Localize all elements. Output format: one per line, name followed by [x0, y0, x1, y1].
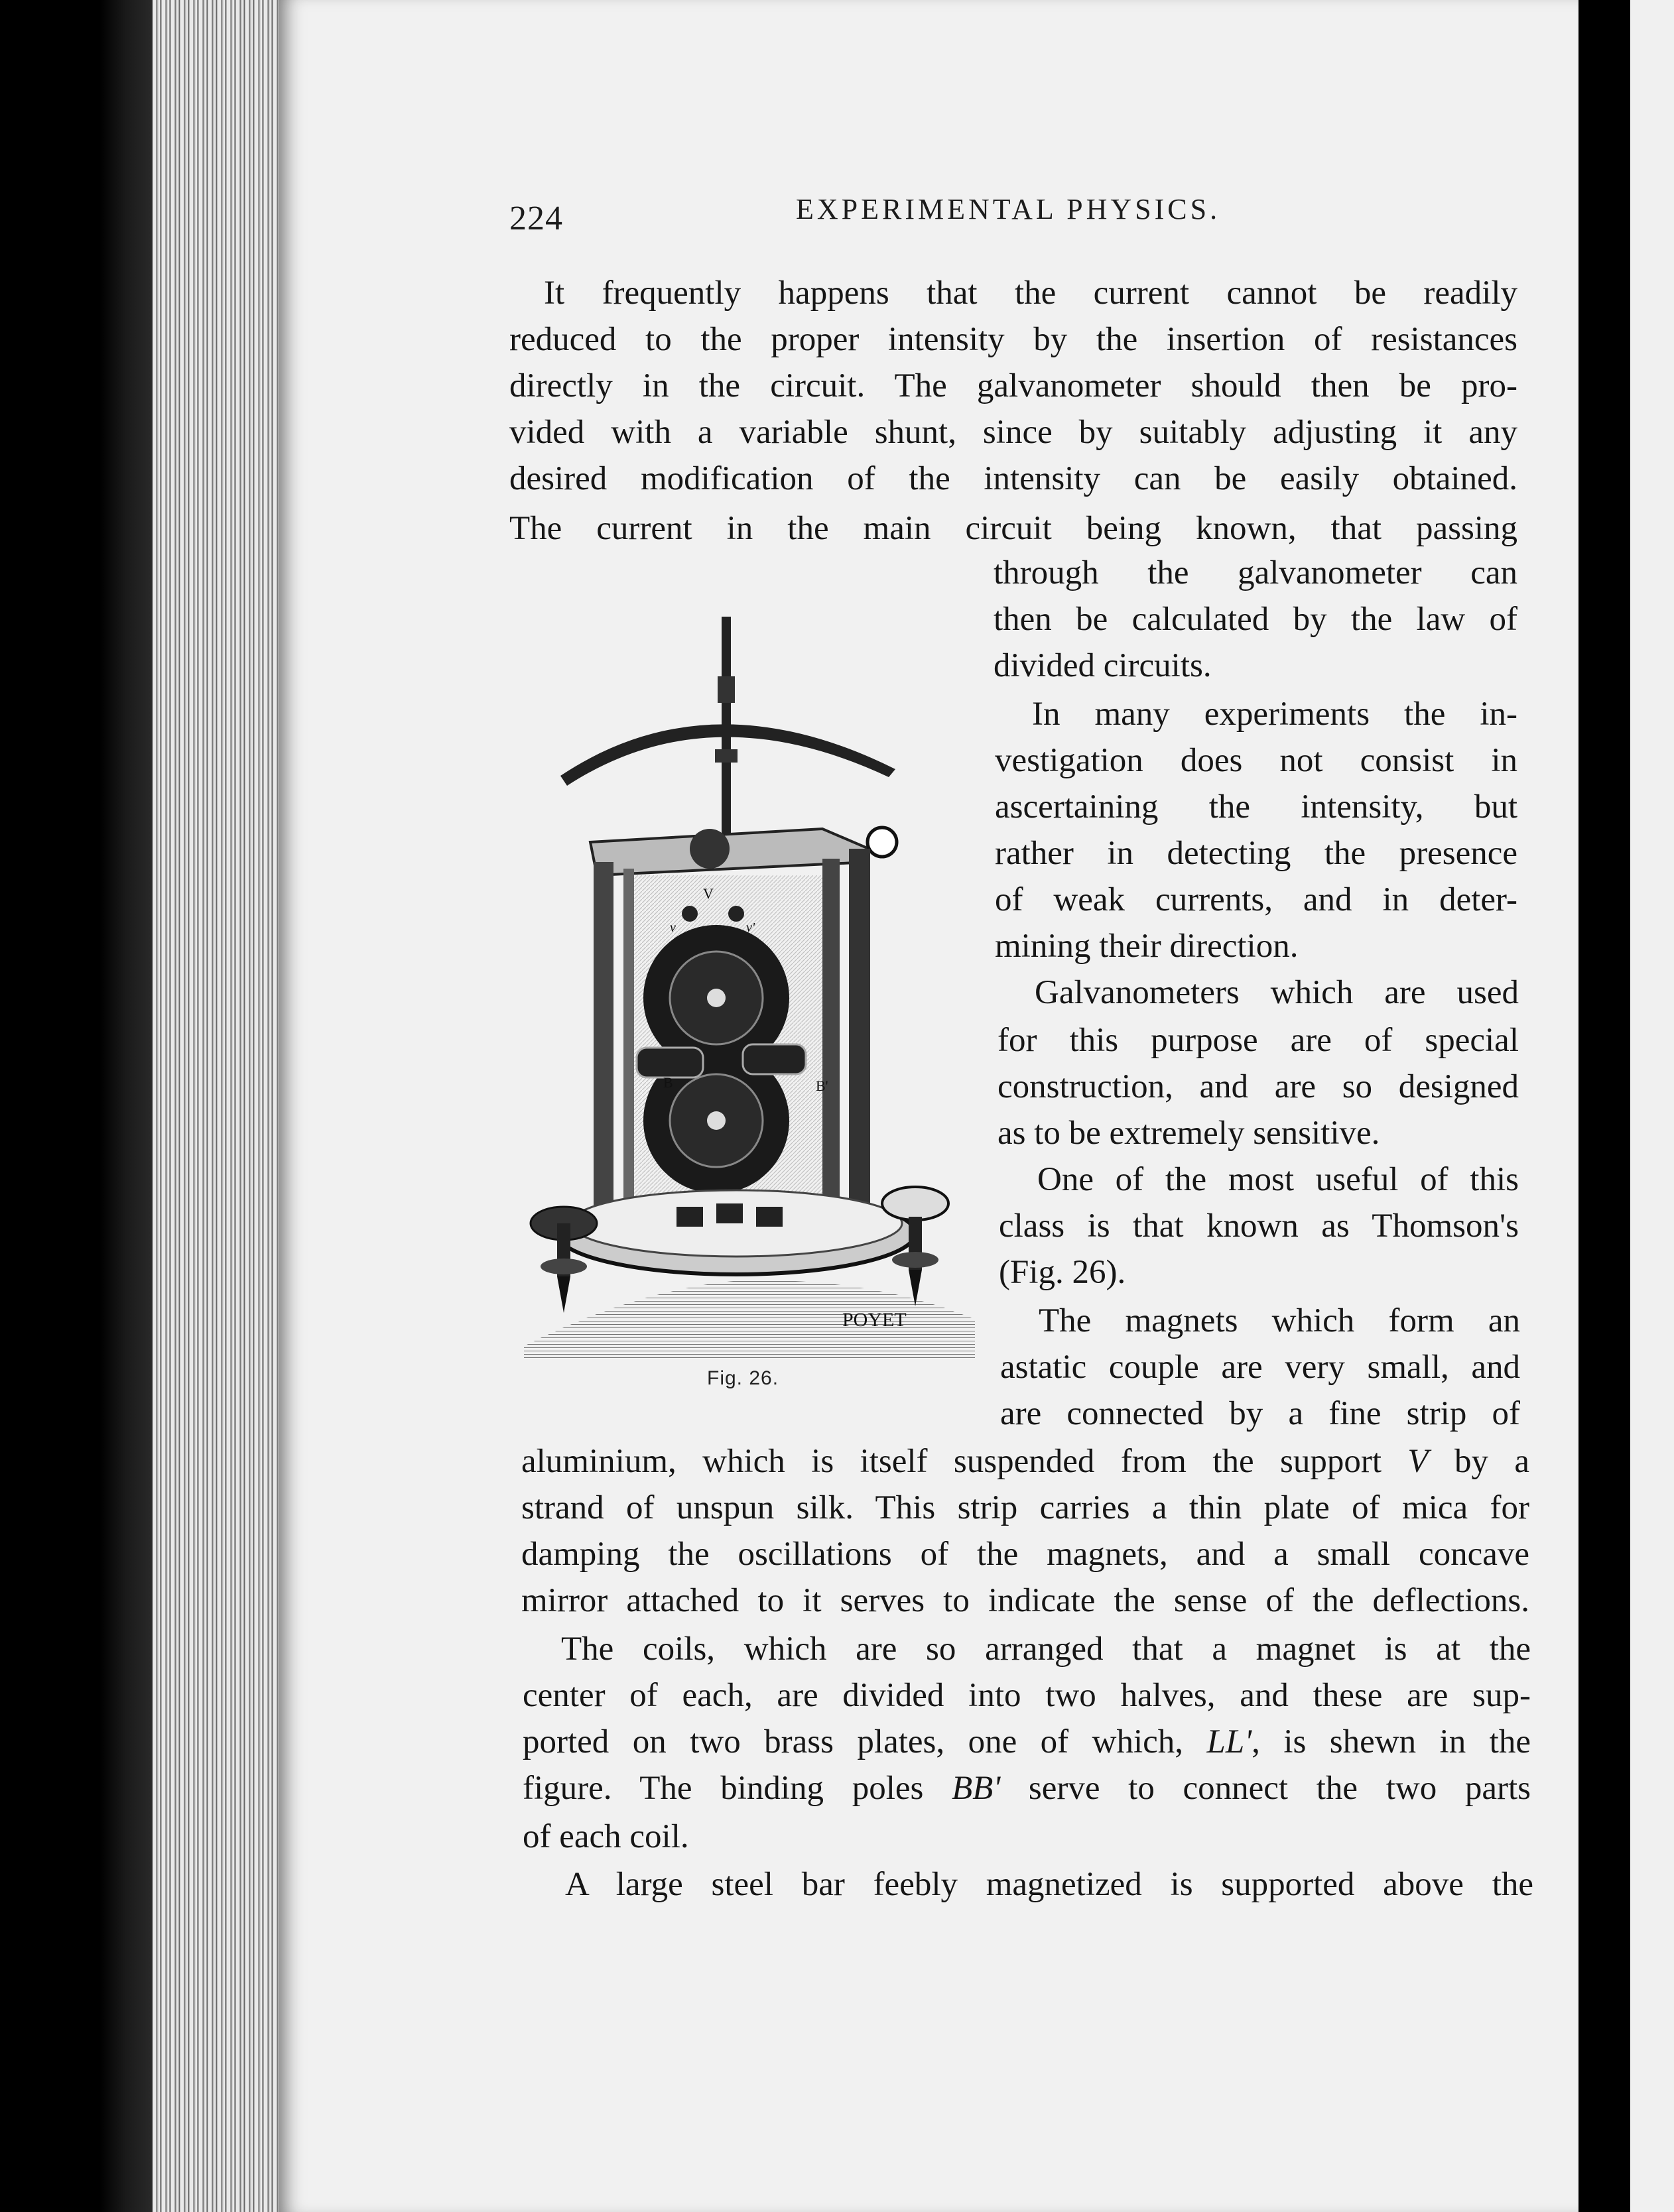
text-line: directly in the circuit. The galvanometer should then be pro-: [509, 367, 1517, 404]
text-line: (Fig. 26).: [999, 1254, 1126, 1291]
text-line: vided with a variable shunt, since by suitably adjusting it any: [509, 414, 1517, 451]
text-line: strand of unspun silk. This strip carries a thin plate of mica for: [521, 1489, 1529, 1526]
text-line: Galvanometers which are used: [1035, 974, 1519, 1011]
text-line: The current in the main circuit being known, that passing: [509, 510, 1517, 547]
text-line: divided circuits.: [994, 647, 1212, 684]
text-line: through the galvanometer can: [994, 554, 1517, 591]
label-v: V: [703, 885, 714, 902]
label-v-prime: v': [746, 920, 755, 935]
book-page-edges: [153, 0, 292, 2212]
text-line: rather in detecting the presence: [995, 835, 1517, 872]
text-line: reduced to the proper intensity by the insertion of resistances: [509, 321, 1517, 358]
text-line: One of the most useful of this: [1037, 1161, 1519, 1198]
text-line: The magnets which form an: [1039, 1302, 1520, 1339]
galvanometer-figure: [511, 597, 988, 1366]
text-line: class is that known as Thomson's: [999, 1207, 1519, 1245]
figure-caption: Fig. 26.: [707, 1367, 779, 1389]
text-line: aluminium, which is itself suspended from the support V by a: [521, 1443, 1529, 1480]
text-line: center of each, are divided into two halves, and these are sup-: [523, 1677, 1531, 1714]
text-line: mining their direction.: [995, 928, 1299, 965]
label-b: B: [663, 1074, 673, 1091]
text-line: damping the oscillations of the magnets, and a small concave: [521, 1536, 1529, 1573]
text-line: construction, and are so designed: [998, 1068, 1519, 1105]
text-line: mirror attached to it serves to indicate the sense of the deflections.: [521, 1582, 1529, 1619]
running-head: EXPERIMENTAL PHYSICS.: [796, 193, 1221, 225]
text-line: for this purpose are of special: [998, 1022, 1519, 1059]
text-line: The coils, which are so arranged that a magnet is at the: [561, 1630, 1531, 1668]
text-line: It frequently happens that the current cannot be readily: [544, 275, 1517, 312]
text-line: are connected by a fine strip of: [1000, 1395, 1520, 1432]
text-line: figure. The binding poles BB' serve to connect the two parts: [523, 1770, 1531, 1807]
text-line: astatic couple are very small, and: [1000, 1349, 1520, 1386]
text-line: as to be extremely sensitive.: [998, 1115, 1380, 1152]
engraver-signature: POYET: [842, 1309, 907, 1331]
facing-page-edge: [1630, 0, 1674, 2212]
text-line: vestigation does not consist in: [995, 742, 1517, 779]
text-line: A large steel bar feebly magnetized is supported above the: [565, 1866, 1533, 1903]
text-line: ascertaining the intensity, but: [995, 788, 1517, 826]
text-line: desired modification of the intensity can be easily obtained.: [509, 460, 1517, 497]
text-line: of each coil.: [523, 1818, 689, 1855]
page-number: 224: [509, 200, 563, 237]
label-v-small: v: [670, 920, 676, 935]
galvanometer-illustration: [511, 597, 988, 1366]
label-b-prime: B': [816, 1077, 828, 1094]
text-line: then be calculated by the law of: [994, 601, 1517, 638]
book-spine: [0, 0, 159, 2212]
text-line: In many experiments the in-: [1032, 696, 1517, 733]
text-line: ported on two brass plates, one of which, LL', is shewn in the: [523, 1723, 1531, 1760]
text-line: of weak currents, and in deter-: [995, 881, 1517, 918]
